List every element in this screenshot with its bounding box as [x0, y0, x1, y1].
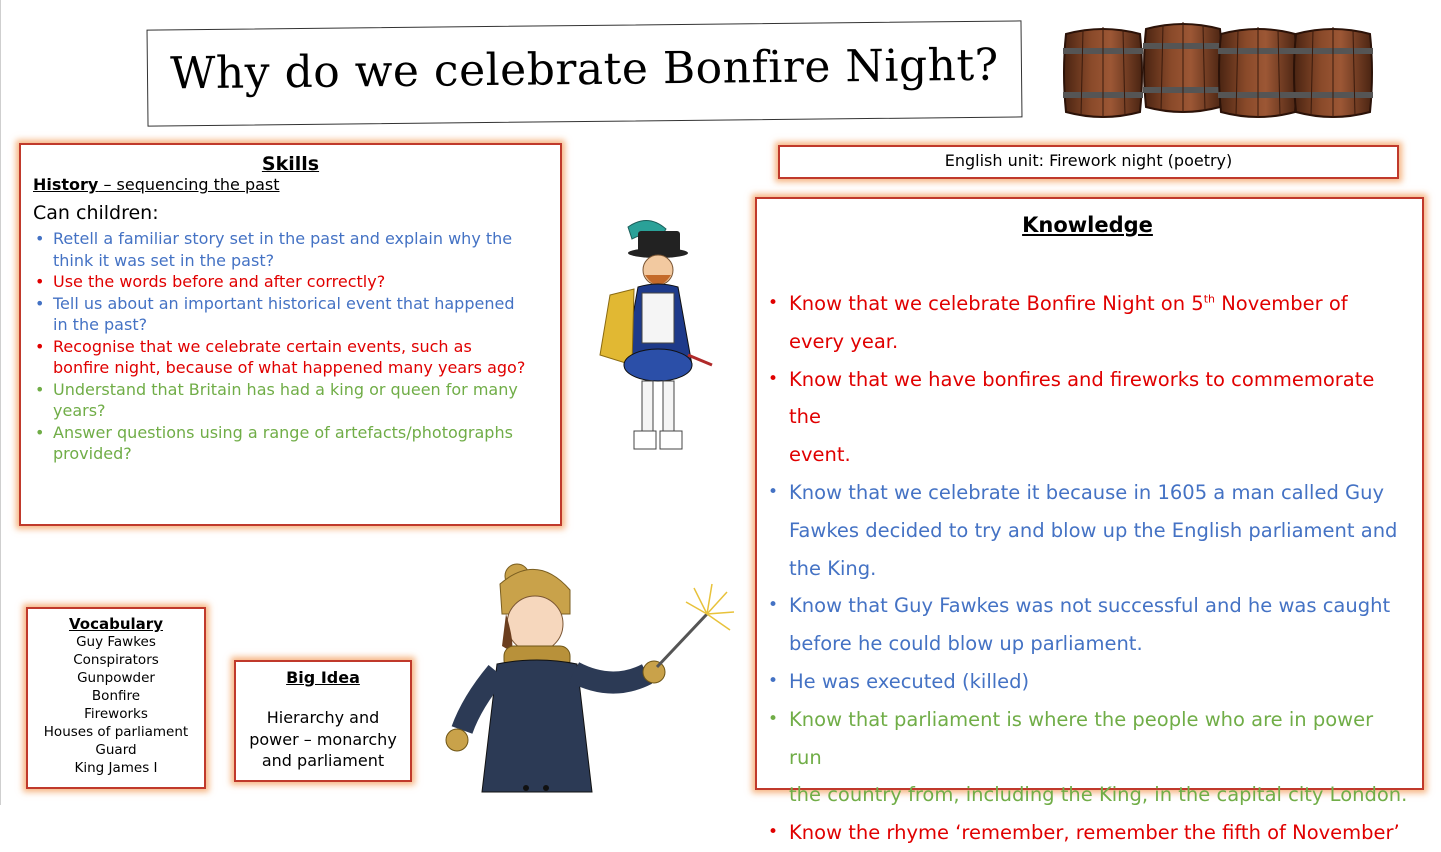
big-idea-line: and parliament: [261, 751, 385, 770]
knowledge-item-text: Know that Guy Fawkes was not successful and he was caught: [789, 594, 1391, 618]
vocabulary-heading: Vocabulary: [69, 615, 163, 633]
skills-item-line: Understand that Britain has had a king or queen for many: [53, 379, 518, 399]
knowledge-item-text: before he could blow up parliament.: [789, 632, 1143, 656]
vocabulary-word: King James I: [74, 760, 158, 776]
skills-panel: [19, 143, 562, 526]
skills-item-line: Tell us about an important historical event that happened: [53, 293, 515, 313]
vocabulary-word: Fireworks: [84, 706, 148, 722]
skills-subject-name: History: [33, 175, 99, 194]
skills-item: [53, 379, 548, 422]
skills-item-line: Retell a familiar story set in the past and explain why the: [53, 229, 513, 248]
knowledge-item-text: Know that we celebrate it because in 1605 a man called Guy: [789, 480, 1385, 504]
skills-item: [53, 422, 548, 465]
knowledge-item: [789, 285, 1410, 361]
knowledge-item: [789, 814, 1410, 852]
knowledge-list: [765, 285, 1410, 852]
barrel-icon: [1143, 22, 1223, 113]
page-edge-line: [0, 0, 1, 805]
face-icon: [507, 596, 563, 652]
knowledge-item-text: He was executed (killed): [789, 669, 1030, 693]
knowledge-panel: [755, 197, 1424, 845]
sparkler-icon: [657, 614, 707, 667]
superscript: th: [1203, 292, 1215, 306]
title-box: [147, 20, 1023, 126]
skills-item-line: provided?: [53, 444, 132, 463]
knowledge-item-text: every year.: [789, 329, 899, 353]
knowledge-item: [789, 701, 1410, 814]
knowledge-item-text: event.: [789, 443, 851, 467]
big-idea-line: power – monarchy: [249, 729, 397, 749]
knowledge-item-text: Know that we celebrate Bonfire Night on 5: [789, 292, 1204, 315]
skills-item-line: Recognise that we celebrate certain events, such as: [53, 336, 472, 356]
skills-item-line: bonfire night, because of what happened many years ago?: [53, 358, 526, 377]
vocabulary-word: Gunpowder: [77, 670, 155, 686]
big-idea-line: Hierarchy and: [266, 708, 380, 727]
knowledge-item: [789, 361, 1410, 474]
skills-list: [33, 228, 548, 465]
knowledge-item-text: Know that parliament is where the people who are in power run: [789, 707, 1374, 769]
skills-item-line: Answer questions using a range of artefacts/photographs: [53, 422, 513, 442]
sparkle-icon: [686, 584, 734, 630]
vocabulary-word: Conspirators: [73, 652, 159, 668]
skills-item-line: in the past?: [53, 315, 148, 334]
page-title: Why do we celebrate Bonfire Night?: [169, 39, 999, 100]
skills-item-line: years?: [53, 401, 106, 420]
knowledge-item-text: November of: [1215, 292, 1348, 315]
knowledge-item: [789, 474, 1410, 587]
big-idea-heading: Big Idea: [286, 668, 360, 687]
knowledge-item-text: the King.: [789, 556, 877, 580]
skills-item: [53, 293, 548, 336]
knowledge-item-text: Fawkes decided to try and blow up the English parliament and: [789, 518, 1398, 542]
barrel-icon: [1293, 27, 1373, 118]
vocabulary-word: Houses of parliament: [43, 724, 189, 740]
king-james-illustration: [588, 215, 723, 460]
knowledge-item-text: the country from, including the King, in the capital city London.: [789, 783, 1408, 807]
vocabulary-word: Guy Fawkes: [76, 634, 156, 650]
skills-subject: [33, 175, 548, 194]
skills-subject-rest: – sequencing the past: [98, 175, 280, 194]
english-unit-box: [778, 145, 1399, 179]
big-idea-box: [234, 660, 412, 782]
skills-item-line: Use the words before and after correctly?: [53, 272, 386, 291]
knowledge-heading: Knowledge: [1022, 213, 1153, 237]
knowledge-item-text: Know that we have bonfires and fireworks to commemorate the: [789, 367, 1375, 429]
child-with-sparkler-illustration: [442, 552, 742, 797]
skills-heading: Skills: [261, 153, 320, 175]
skills-intro: Can children:: [33, 202, 159, 224]
vocabulary-word: Guard: [95, 742, 137, 758]
skills-item-line: think it was set in the past?: [53, 250, 275, 270]
knowledge-item-text: Know the rhyme ‘remember, remember the fifth of November’: [789, 821, 1400, 845]
barrel-icon: [1063, 27, 1143, 118]
barrels-image: [1058, 12, 1378, 132]
vocabulary-word: Bonfire: [91, 688, 141, 704]
skills-item: [53, 336, 548, 379]
skills-item: [53, 228, 548, 271]
barrel-icon: [1218, 27, 1298, 118]
english-unit-text: English unit: Firework night (poetry): [944, 151, 1233, 170]
vocabulary-box: [26, 607, 206, 789]
skills-item: [53, 271, 548, 293]
knowledge-item: [789, 663, 1410, 701]
knowledge-item: [789, 587, 1410, 663]
